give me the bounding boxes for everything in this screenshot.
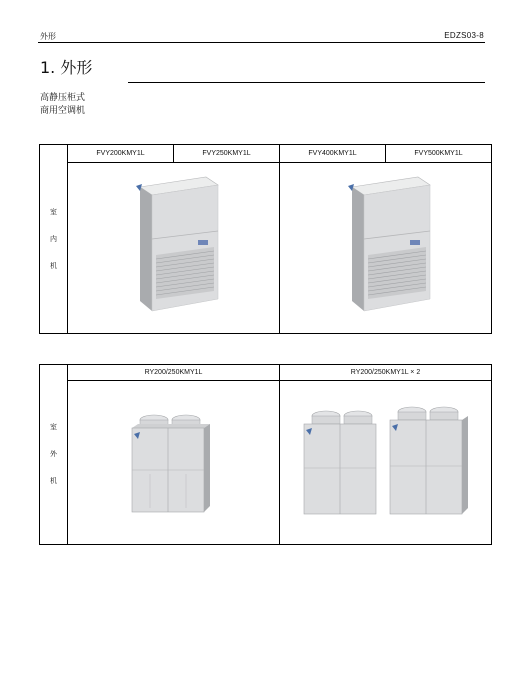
- subtitle-line-1: 高静压柜式: [40, 93, 86, 103]
- outdoor-label-char-1: 室: [50, 424, 57, 431]
- indoor-model-3: FVY400KMY1L: [280, 145, 386, 163]
- indoor-unit-table: [39, 144, 492, 334]
- subtitle-line-2: 商用空调机: [40, 106, 86, 116]
- indoor-unit-image-large: [326, 173, 446, 323]
- outdoor-label-char-2: 外: [50, 451, 57, 458]
- outdoor-unit-image-single: [124, 408, 224, 518]
- indoor-label-char-3: 机: [50, 262, 57, 270]
- outdoor-model-2: RY200/250KMY1L × 2: [280, 365, 492, 381]
- indoor-image-cell-1: [68, 163, 280, 334]
- outdoor-image-cell-1: [68, 381, 280, 545]
- header-rule: [38, 42, 485, 43]
- outdoor-image-cell-2: [280, 381, 492, 545]
- outdoor-unit-module-right: [390, 407, 468, 514]
- outdoor-unit-module-left: [304, 411, 376, 514]
- outdoor-unit-table: [39, 364, 492, 545]
- outdoor-unit-image-double: [296, 398, 476, 528]
- indoor-row-label: [40, 145, 68, 334]
- header-doc-code: EDZS03-8: [444, 31, 484, 40]
- title-rule: [128, 82, 485, 83]
- outdoor-model-1: RY200/250KMY1L: [68, 365, 280, 381]
- indoor-model-2: FVY250KMY1L: [174, 145, 280, 163]
- outdoor-row-label: [40, 365, 68, 545]
- indoor-label-char-1: 室: [50, 208, 57, 216]
- outdoor-label-char-3: 机: [50, 478, 57, 485]
- outdoor-unit-module: [132, 415, 210, 512]
- header-section: 外形: [40, 32, 56, 41]
- page-title: 1. 外形: [40, 58, 93, 77]
- indoor-image-cell-2: [280, 163, 492, 334]
- indoor-model-4: FVY500KMY1L: [386, 145, 492, 163]
- indoor-label-char-2: 内: [50, 235, 57, 243]
- indoor-model-1: FVY200KMY1L: [68, 145, 174, 163]
- indoor-unit-image-small: [114, 173, 234, 323]
